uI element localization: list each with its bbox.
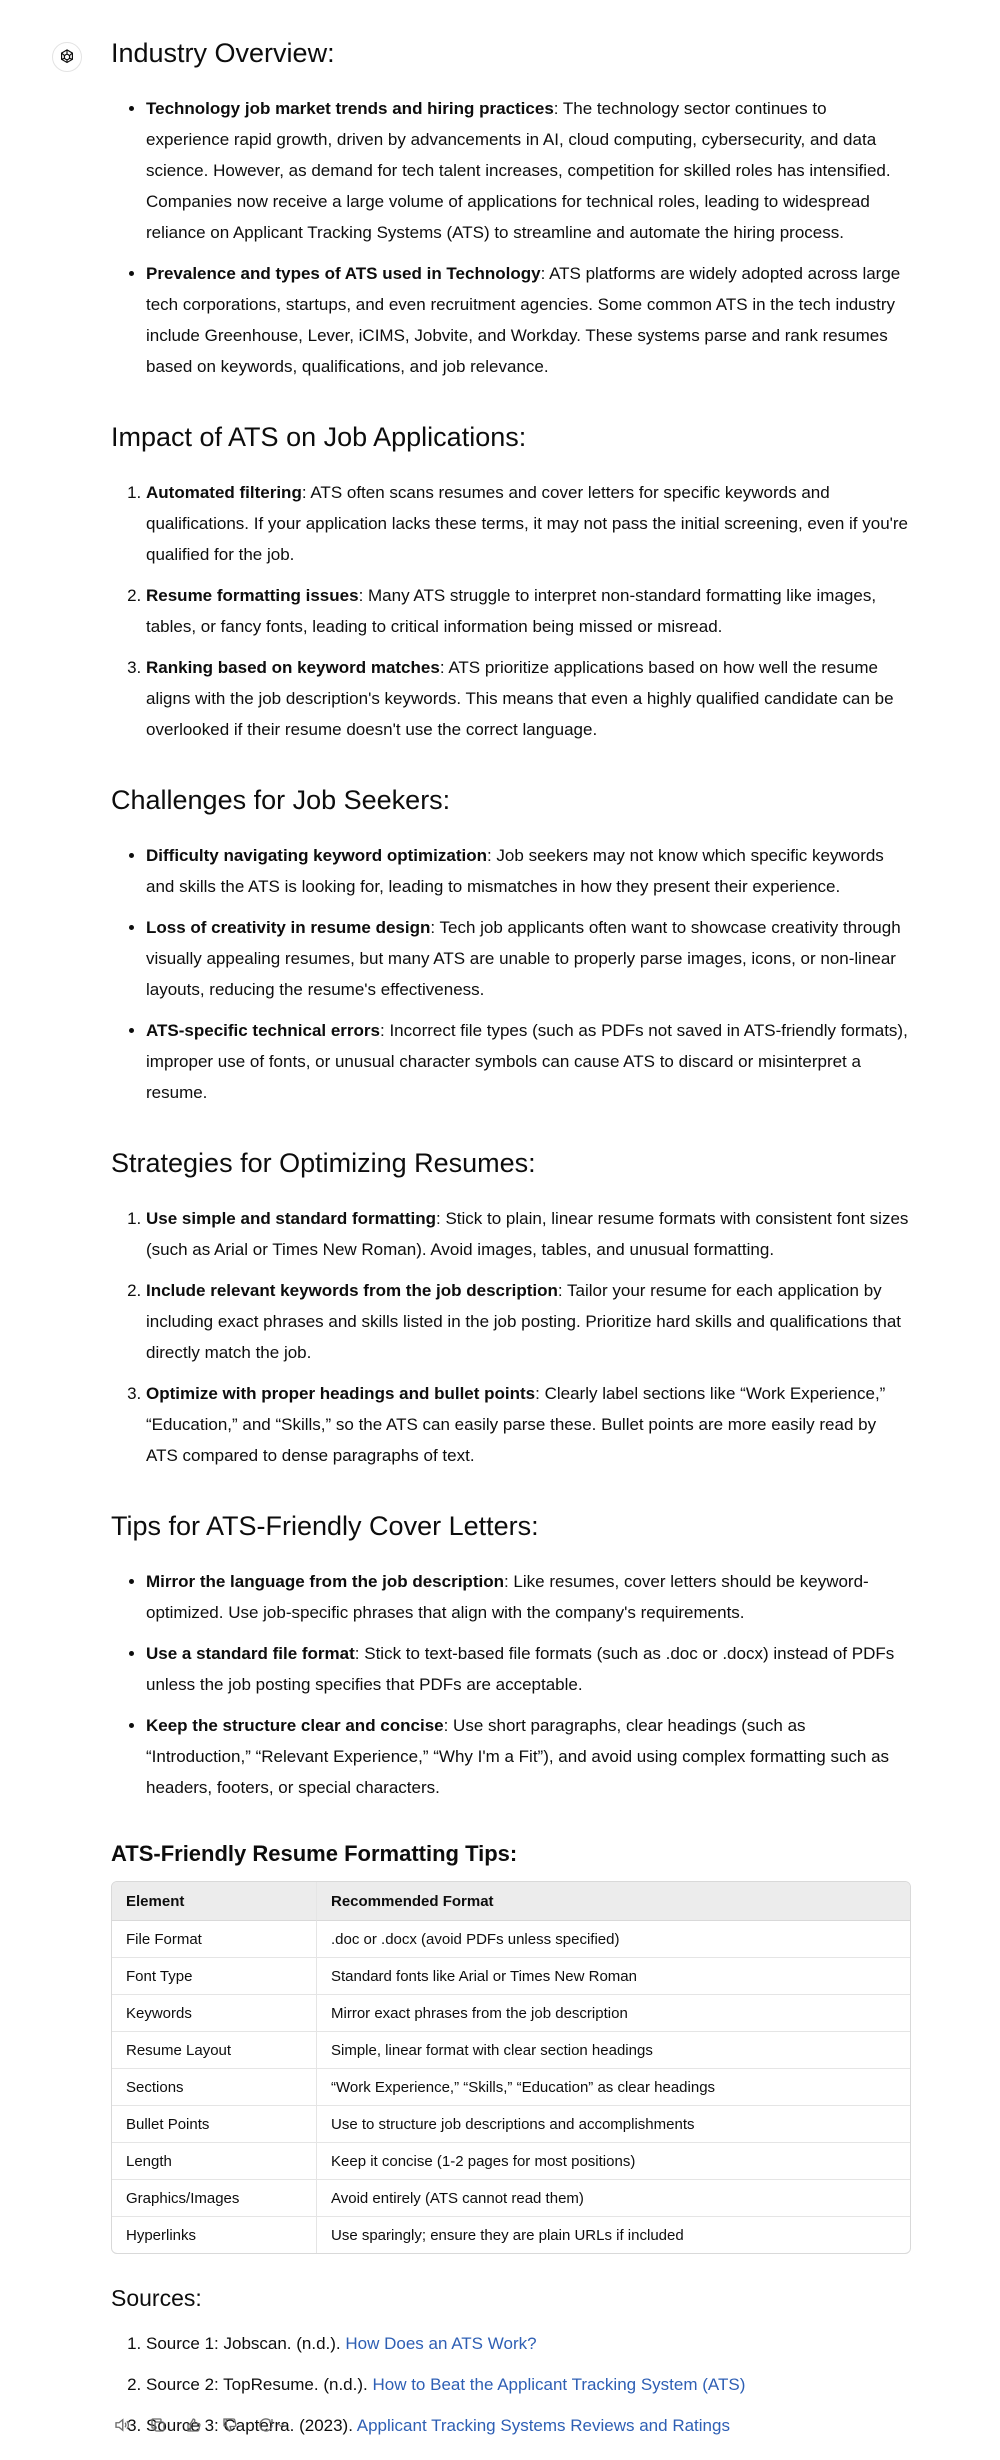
section-list xyxy=(111,93,911,382)
section xyxy=(111,36,911,382)
assistant-avatar xyxy=(52,42,82,72)
chevron-down-icon xyxy=(275,2419,287,2431)
list-item-text: : Stick to text-based file formats (such as .doc or .docx) instead of PDFs unless the job posting specifies that PDFs are acceptable. xyxy=(146,1644,895,1695)
source-item xyxy=(146,2328,911,2359)
list-item-label: ATS-specific technical errors xyxy=(146,1021,380,1041)
source-prefix: Source 1: Jobscan. (n.d.). xyxy=(146,2334,346,2354)
list-item-text: : ATS platforms are widely adopted across large tech corporations, startups, and even recruitment agencies. Some common ATS in the tech industry include Greenhouse, Lever, iCIMS, Jobvite, and Workday. These systems parse and rank resumes based on keywords, qualifications, and job relevance. xyxy=(146,264,901,377)
table-title: ATS-Friendly Resume Formatting Tips: xyxy=(111,1841,518,1867)
source-link[interactable]: How Does an ATS Work? xyxy=(345,2334,537,2354)
source-item xyxy=(146,2369,911,2400)
list-item-label: Technology job market trends and hiring practices xyxy=(146,99,554,119)
list-item xyxy=(146,840,911,902)
table-row xyxy=(112,2106,910,2143)
section xyxy=(111,1509,911,1803)
table-cell-element: Font Type xyxy=(112,1958,317,1995)
table-cell-format: Mirror exact phrases from the job description xyxy=(317,1995,910,2032)
table-cell-element: Hyperlinks xyxy=(112,2217,317,2253)
list-item xyxy=(146,1203,911,1265)
list-item-label: Optimize with proper headings and bullet points xyxy=(146,1384,536,1404)
list-item xyxy=(146,1710,911,1803)
table-cell-format: “Work Experience,” “Skills,” “Education” as clear headings xyxy=(317,2069,910,2106)
list-item xyxy=(146,1638,911,1700)
table-cell-format: Use sparingly; ensure they are plain URLs if included xyxy=(331,2226,684,2244)
table-row xyxy=(112,2032,910,2069)
list-item-text: : Tailor your resume for each application by including exact phrases and skills listed in the job posting. Prioritize hard skills and qualifications that directly match the job. xyxy=(146,1281,902,1363)
table-header-format: Recommended Format xyxy=(317,1882,910,1921)
section-title: Challenges for Job Seekers: xyxy=(111,785,451,816)
section-title: Impact of ATS on Job Applications: xyxy=(111,422,527,453)
table-cell-element: Sections xyxy=(112,2069,317,2106)
table-cell-element: File Format xyxy=(112,1921,317,1958)
table-header-element: Element xyxy=(112,1882,317,1921)
list-item-label: Difficulty navigating keyword optimization xyxy=(146,846,487,866)
list-item-text: : ATS prioritize applications based on how well the resume aligns with the job description's keywords. This means that even a highly qualified candidate can be overlooked if their resume doesn't use the correct language. xyxy=(146,658,894,740)
list-item-text: : Many ATS struggle to interpret non-standard formatting like images, tables, or fancy fonts, leading to critical information being missed or misread. xyxy=(146,586,877,637)
read-aloud-icon[interactable] xyxy=(111,2414,133,2436)
section-list xyxy=(111,477,911,745)
table-row xyxy=(112,2217,910,2253)
source-link[interactable]: Applicant Tracking Systems Reviews and Ratings xyxy=(356,2416,730,2436)
table-cell-format: Standard fonts like Arial or Times New Roman xyxy=(317,1958,910,1995)
list-item-label: Resume formatting issues xyxy=(146,586,359,606)
list-item xyxy=(146,580,911,642)
list-item-text: : ATS often scans resumes and cover letters for specific keywords and qualifications. If your application lacks these terms, it may not pass the initial screening, even if you're qualified for the job. xyxy=(146,483,909,565)
list-item xyxy=(146,477,911,570)
table-row xyxy=(112,1958,910,1995)
thumbs-up-icon[interactable] xyxy=(183,2414,205,2436)
list-item-label: Prevalence and types of ATS used in Technology xyxy=(146,264,541,284)
list-item-label: Include relevant keywords from the job description xyxy=(146,1281,558,1301)
table-cell-format: Avoid entirely (ATS cannot read them) xyxy=(317,2180,910,2217)
section xyxy=(111,783,911,1108)
list-item xyxy=(146,652,911,745)
list-item-label: Use simple and standard formatting xyxy=(146,1209,436,1229)
table-row xyxy=(112,1921,910,1958)
list-item xyxy=(146,1566,911,1628)
list-item xyxy=(146,912,911,1005)
list-item xyxy=(146,1378,911,1471)
list-item-text: : The technology sector continues to experience rapid growth, driven by advancements in AI, cloud computing, cybersecurity, and data science. However, as demand for tech talent increases, competition for skilled roles has intensified. Companies now receive a large volume of applications for technical roles, leading to widespread reliance on Applicant Tracking Systems (ATS) to streamline and automate the hiring process. xyxy=(146,99,891,243)
list-item-text: : Stick to plain, linear resume formats with consistent font sizes (such as Arial or Times New Roman). Avoid images, tables, and unusual formatting. xyxy=(146,1209,909,1260)
copy-icon[interactable] xyxy=(147,2414,169,2436)
list-item-label: Loss of creativity in resume design xyxy=(146,918,431,938)
list-item-text: : Clearly label sections like “Work Experience,” “Education,” and “Skills,” so the ATS can easily parse these. Bullet points are more easily read by ATS compared to dense paragraphs of text. xyxy=(146,1384,886,1466)
list-item-label: Mirror the language from the job description xyxy=(146,1572,504,1592)
list-item xyxy=(146,1275,911,1368)
table-row xyxy=(112,2069,910,2106)
source-link[interactable]: How to Beat the Applicant Tracking System (ATS) xyxy=(372,2375,746,2395)
table-cell-format: Simple, linear format with clear section headings xyxy=(317,2032,910,2069)
list-item-text: : Tech job applicants often want to showcase creativity through visually appealing resumes, but many ATS are unable to properly parse images, icons, or non-linear layouts, reducing the resume's effectiveness. xyxy=(146,918,901,1000)
list-item-label: Use a standard file format xyxy=(146,1644,355,1664)
section-list xyxy=(111,840,911,1108)
section-title: Industry Overview: xyxy=(111,38,335,68)
table-header-row xyxy=(112,1882,910,1921)
section xyxy=(111,1146,911,1471)
table-cell-format: Keep it concise (1-2 pages for most positions) xyxy=(317,2143,910,2180)
table-cell-format: .doc or .docx (avoid PDFs unless specified) xyxy=(317,1921,910,1958)
source-prefix: Source 2: TopResume. (n.d.). xyxy=(146,2375,373,2395)
list-item-label: Ranking based on keyword matches xyxy=(146,658,440,678)
table-cell-element: Resume Layout xyxy=(112,2032,317,2069)
section-list xyxy=(111,1203,911,1471)
table-row xyxy=(112,2143,910,2180)
table-row xyxy=(112,1995,910,2032)
section-list xyxy=(111,1566,911,1803)
table-cell-format: Use to structure job descriptions and accomplishments xyxy=(317,2106,910,2143)
table-row xyxy=(112,2180,910,2217)
list-item-text: : Like resumes, cover letters should be keyword-optimized. Use job-specific phrases that align with the company's requirements. xyxy=(146,1572,869,1623)
table-cell-element: Graphics/Images xyxy=(112,2180,317,2217)
list-item xyxy=(146,93,911,248)
section-title: Tips for ATS-Friendly Cover Letters: xyxy=(111,1511,539,1542)
source-prefix: Source 3: Capterra. (2023). xyxy=(146,2416,357,2436)
sources-title: Sources: xyxy=(111,2285,202,2312)
section-title: Strategies for Optimizing Resumes: xyxy=(111,1148,536,1179)
regenerate-icon[interactable] xyxy=(255,2414,289,2436)
list-item-text: : Incorrect file types (such as PDFs not saved in ATS-friendly formats), improper use of fonts, or unusual character symbols can cause ATS to discard or misinterpret a resume. xyxy=(146,1021,908,1103)
message-actions xyxy=(111,2414,289,2436)
table-cell-element: Bullet Points xyxy=(112,2106,317,2143)
section xyxy=(111,420,911,745)
list-item xyxy=(146,1015,911,1108)
formatting-tips-table xyxy=(111,1881,911,2254)
table-cell-element: Keywords xyxy=(112,1995,317,2032)
thumbs-down-icon[interactable] xyxy=(219,2414,241,2436)
list-item-text: : Job seekers may not know which specific keywords and skills the ATS is looking for, leading to mismatches in how they present their experience. xyxy=(146,846,884,897)
list-item-label: Keep the structure clear and concise xyxy=(146,1716,444,1736)
response-content xyxy=(111,36,911,2451)
table-cell-element: Length xyxy=(112,2143,317,2180)
list-item-text: : Use short paragraphs, clear headings (such as “Introduction,” “Relevant Experience,” “Why I'm a Fit”), and avoid using complex formatting such as headers, footers, or special characters. xyxy=(146,1716,890,1798)
list-item xyxy=(146,258,911,382)
list-item-label: Automated filtering xyxy=(146,483,302,503)
openai-logo-icon xyxy=(57,47,77,67)
